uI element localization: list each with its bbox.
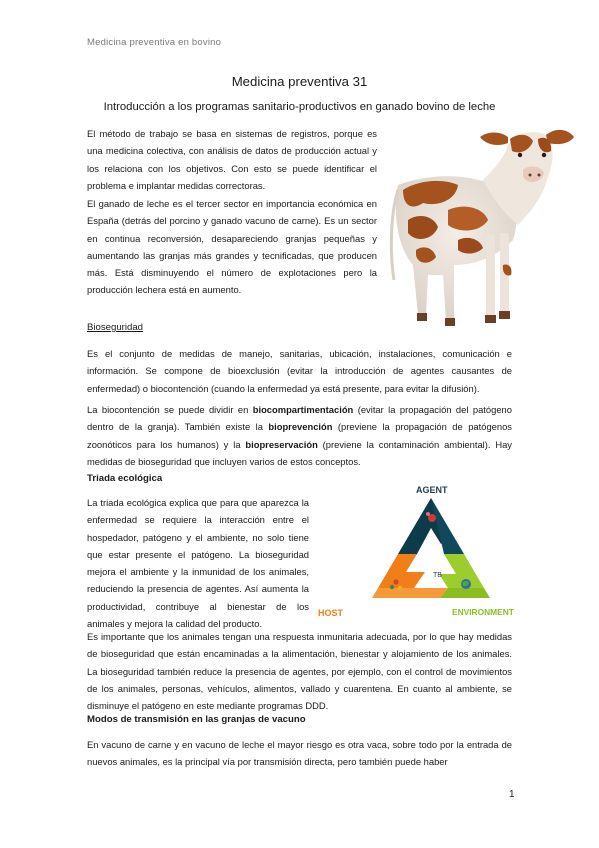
host-icon: [393, 579, 398, 584]
page-title: Medicina preventiva 31: [231, 74, 368, 89]
paragraph-ganado-leche: El ganado de leche es el tercer sector en importancia económica en España (detrás del porcino y ganado vacuno de carne). Es un sector en continua reconversión, desapareciendo granjas pequeñas y aumentando las granjas más grandes y tecnificadas, que producen más. Está disminuyendo el número de explotaciones pero la producción lechera está en aumento.: [87, 198, 377, 296]
triada-heading: Triada ecológica: [87, 473, 163, 484]
page-subtitle: Introducción a los programas sanitario-productivos en ganado bovino de leche: [103, 101, 496, 113]
paragraph-respuesta-inmunitaria: Es importante que los animales tengan una respuesta inmunitaria adecuada, por lo que hay medidas de bioseguridad que están encaminadas a la alimentación, bienestar y alojamiento de los animales. La bioseguridad también reduce la presencia de agentes, por ejemplo, con el control de movimientos de los animales, personas, vehículos, alimentos, vallado y cuarentena. En cuanto al ambiente, se disminuye el patógeno en este mediante programas DDD.: [87, 631, 512, 712]
cow-image: [388, 115, 576, 335]
paragraph-triada: La triada ecológica explica que para que aparezca la enfermedad se requiere la interacción entre el hospedador, patógeno y el ambiente, no solo tiene que estar presente el patógeno. La bioseguridad mejora el ambiente y la inmunidad de los animales, reduciendo la presencia de agentes. Así aumenta la productividad, contribuye al bienestar de los animales y mejora la calidad del producto.: [87, 497, 309, 630]
page-number: 1: [509, 789, 515, 800]
paragraph-bioseguridad: Es el conjunto de medidas de manejo, sanitarias, ubicación, instalaciones, comunicación e información. Se compone de bioexclusión (evitar la introducción de agentes causantes de enfermedad) o biocontención (cuando la enfermedad ya está presente, para evitar la difusión).: [87, 348, 512, 394]
center-label: TB: [433, 572, 442, 579]
running-header: Medicina preventiva en bovino: [87, 37, 222, 48]
bioseguridad-heading: Bioseguridad: [87, 322, 144, 333]
paragraph-biocontencion: La biocontención se puede dividir en biocompartimentación (evitar la propagación del patógeno dentro de la granja). También existe la bioprevención (previene la propagación de patógenos zoonóticos para los humanos) y la biopreservación (previene la contaminación ambiental). Hay medidas de bioseguridad que incluyen varios de estos conceptos.: [87, 404, 512, 467]
modos-heading: Modos de transmisión en las granjas de vacuno: [87, 714, 306, 725]
epidemiological-triad-figure: [316, 484, 516, 618]
environment-label: ENVIRONMENT: [452, 607, 514, 617]
host-segment: [378, 554, 425, 588]
paragraph-modos-transmision: En vacuno de carne y en vacuno de leche el mayor riesgo es otra vaca, sobre todo por la entrada de nuevos animales, es la principal vía por transmisión directa, pero también puede haber: [87, 739, 512, 768]
paragraph-metodo: El método de trabajo se basa en sistemas de registros, porque es una medicina colectiva, con análisis de datos de producción actual y los relaciona con los objetivos. Con esto se puede identificar el problema e implantar medidas correctoras.: [87, 128, 377, 191]
host-label: HOST: [318, 608, 344, 618]
agent-label: AGENT: [416, 485, 448, 495]
